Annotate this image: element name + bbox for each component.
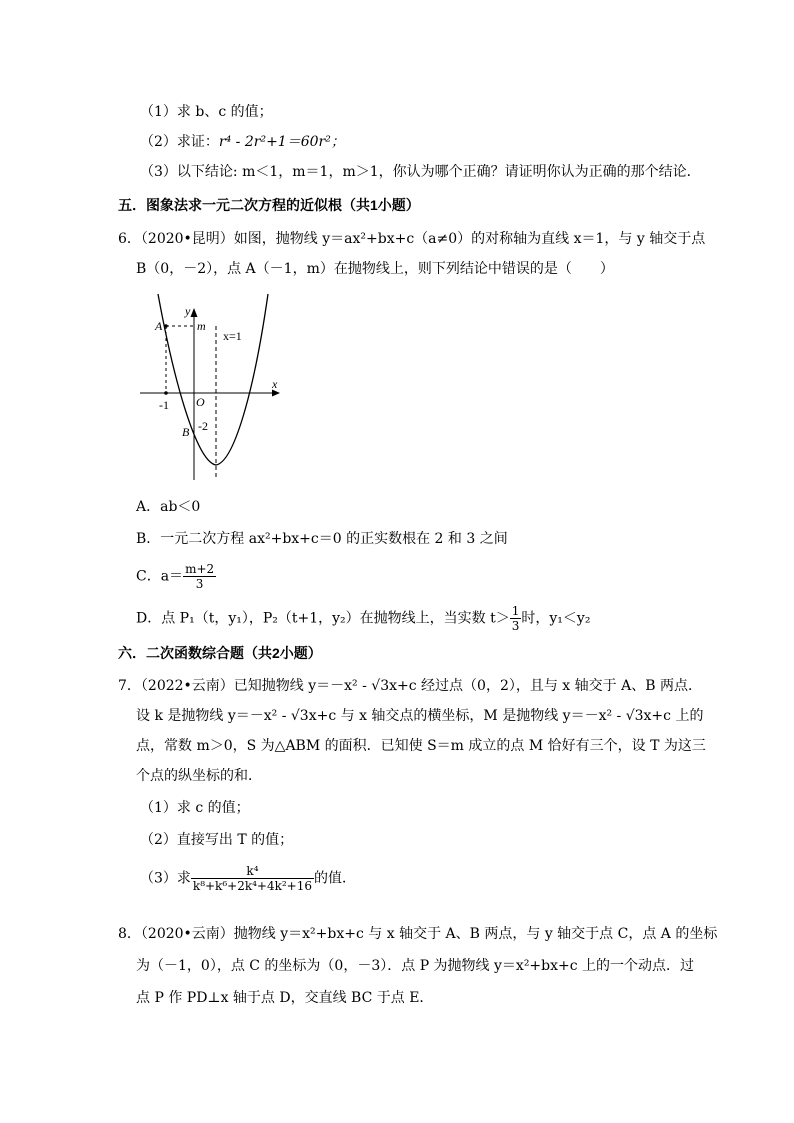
q6-option-b: B．一元二次方程 ax²+bx+c＝0 的正实数根在 2 和 3 之间 (136, 531, 508, 547)
q6-option-c (136, 562, 216, 591)
q6-option-c-denominator: 3 (195, 577, 204, 591)
q7-stem-line4: 个点的纵坐标的和． (136, 768, 262, 784)
q5-part1: （1）求 b、c 的值； (140, 104, 273, 120)
parabola-curve (158, 294, 268, 465)
q7-part3-suffix: 的值． (314, 870, 357, 887)
point-b-label: B (182, 425, 190, 439)
q7-part3-denominator: k⁸+k⁶+2k⁴+4k²+16 (192, 879, 313, 893)
q6-option-d-numerator: 1 (511, 604, 520, 618)
x-axis-label: x (272, 377, 278, 391)
q6-option-d-denominator: 3 (511, 619, 520, 633)
origin-label: O (196, 395, 205, 409)
q6-option-a: A．ab＜0 (136, 499, 201, 515)
q6-option-c-fraction (183, 562, 216, 591)
q5-part2-prefix: （2）求证： (140, 134, 219, 150)
q7-stem-line2: 设 k 是抛物线 y＝－x² - √3x+c 与 x 轴交点的横坐标，M 是抛物线 y＝－x² - √3x+c 上的 (136, 708, 704, 724)
q5-part2-equation: r⁴ - 2r²+1＝60r²； (218, 134, 345, 150)
q7-part2: （2）直接写出 T 的值； (140, 832, 294, 848)
q8-stem-line3: 点 P 作 PD⊥x 轴于点 D，交直线 BC 于点 E． (136, 990, 434, 1006)
point-a-label: A (155, 319, 163, 333)
q8-stem-line2: 为（－1，0），点 C 的坐标为（0，－3）．点 P 为抛物线 y＝x²+bx+c 上的一个动点．过 (136, 958, 695, 974)
q7-stem-line1: 7．（2022•云南）已知抛物线 y＝－x² - √3x+c 经过点（0，2），且与 x 轴交于 A、B 两点． (118, 678, 702, 694)
parabola-figure (136, 292, 288, 484)
q5-part2 (140, 132, 345, 152)
q7-part1: （1）求 c 的值； (140, 800, 250, 816)
point-a-dot (164, 324, 168, 328)
q6-option-d (136, 604, 590, 633)
q6-stem-line2: B（0，－2），点 A（－1，m）在抛物线上，则下列结论中错误的是（ ） (136, 261, 614, 277)
section-5-heading: 五．图象法求一元二次方程的近似根（共1小题） (118, 197, 420, 213)
q6-option-d-prefix: D．点 P₁（t，y₁），P₂（t+1，y₂）在抛物线上，当实数 t＞ (136, 610, 510, 627)
y-axis-label: y (185, 304, 191, 318)
point-neg1-dot (164, 391, 168, 395)
q6-stem-line1: 6．（2020•昆明）如图，抛物线 y＝ax²+bx+c（a≠0）的对称轴为直线 x＝1，与 y 轴交于点 (118, 231, 706, 247)
neg2-label: -2 (198, 419, 208, 433)
axis-line-label: x=1 (223, 329, 242, 343)
q7-part3-numerator: k⁴ (191, 864, 314, 879)
q6-option-d-suffix: 时，y₁＜y₂ (521, 610, 591, 627)
y-axis-arrow (191, 308, 198, 317)
q7-part3 (140, 864, 356, 893)
section-6-heading: 六．二次函数综合题（共2小题） (118, 645, 322, 661)
neg1-label: -1 (159, 398, 169, 412)
m-label: m (197, 319, 206, 333)
q7-stem-line3: 点，常数 m＞0，S 为△ABM 的面积．已知使 S＝m 成立的点 M 恰好有三个，设 T 为这三 (136, 738, 706, 754)
q7-part3-fraction (191, 864, 314, 893)
q8-stem-line1: 8．（2020•云南）抛物线 y＝x²+bx+c 与 x 轴交于 A、B 两点，与 y 轴交于点 C，点 A 的坐标 (118, 926, 718, 942)
q6-option-d-fraction (510, 604, 522, 633)
q7-part3-prefix: （3）求 (140, 870, 191, 887)
q6-option-c-numerator: m+2 (185, 562, 215, 576)
q5-part3: （3）以下结论: m＜1，m＝1，m＞1，你认为哪个正确？请证明你认为正确的那个结论． (140, 164, 701, 180)
q6-option-c-prefix: C．a＝ (136, 568, 184, 585)
